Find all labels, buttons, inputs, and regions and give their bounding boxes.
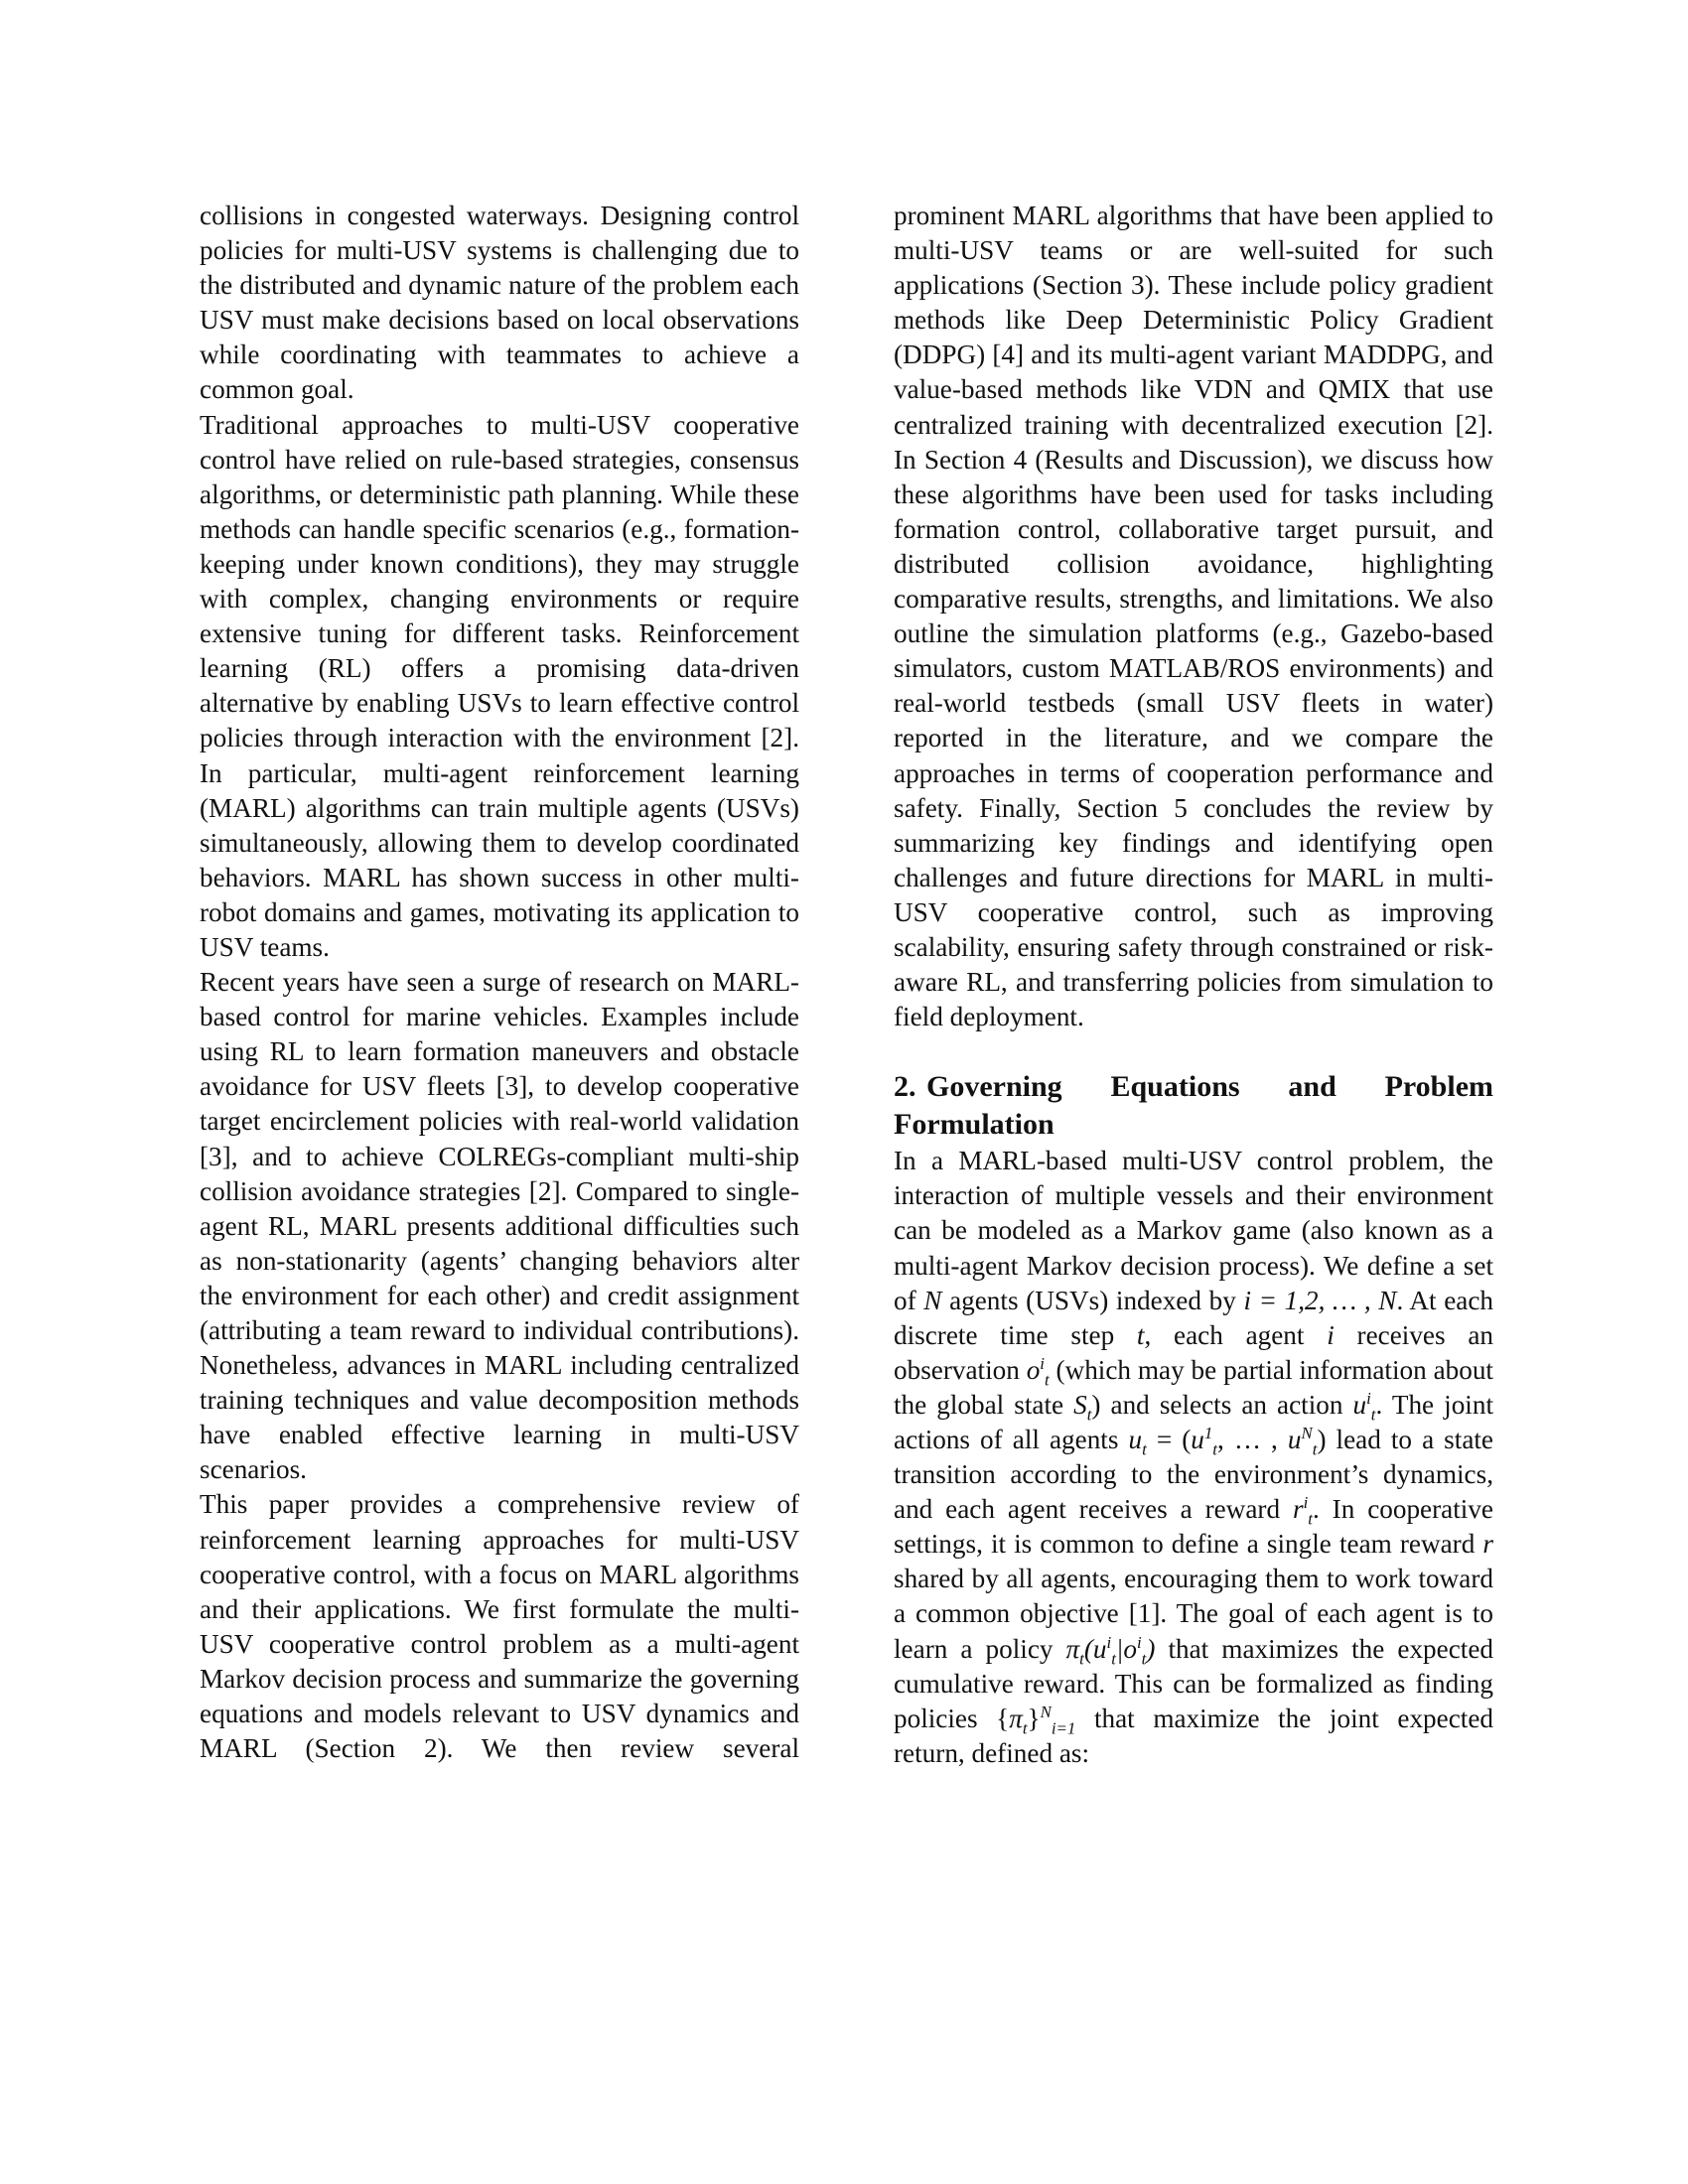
math-S: S bbox=[1073, 1389, 1087, 1420]
math-o: o bbox=[1026, 1354, 1041, 1385]
sub: i=1 bbox=[1051, 1718, 1076, 1738]
sub: t bbox=[1111, 1649, 1116, 1668]
math-r: r bbox=[1292, 1494, 1304, 1525]
sub: t bbox=[1370, 1405, 1376, 1425]
math-pi: π bbox=[1009, 1703, 1023, 1733]
math-policy-set bbox=[1009, 1703, 1028, 1738]
math-u: u bbox=[1128, 1425, 1143, 1454]
math-pi: π bbox=[1065, 1633, 1080, 1664]
sup: i bbox=[1040, 1353, 1045, 1373]
text: In a MARL-based multi-USV control problem, the interaction of multiple vessels and their environment can be modeled as a Markov game (also known as a multi-agent Markov decision process). We define a set of bbox=[894, 1146, 1493, 1315]
math-N: N bbox=[923, 1285, 942, 1315]
text: . The joint actions of all agents bbox=[894, 1389, 1493, 1454]
sup: i bbox=[1366, 1388, 1371, 1408]
math-action bbox=[1352, 1388, 1376, 1425]
text: that maximizes the expected cumulative reward. This can be formalized as finding policies { bbox=[894, 1633, 1494, 1733]
math-u: u bbox=[1352, 1389, 1367, 1420]
sub: t bbox=[1086, 1405, 1092, 1425]
paragraph-prominent-marl: prominent MARL algorithms that have been applied to multi-USV teams or are well-suited for such applications (Section 3). These include policy gradient methods like Deep Deterministic Policy Gradient (DDPG) [4] and its multi-agent variant MADDPG, and value-based methods like VDN and QMIX that use centralized training with decentralized execution [2]. In Section 4 (Results and Discussion), we discuss how these algorithms have been used for tasks including formation control, collaborative target pursuit, and distributed collision avoidance, highlighting comparative results, strengths, and limitations. We also outline the simulation platforms (e.g., Gazebo-based simulators, custom MATLAB/ROS environments) and real-world testbeds (small USV fleets in water) reported in the literature, and we compare the approaches in terms of cooperation performance and safety. Finally, Section 5 concludes the review by summarizing key findings and identifying open challenges and future directions for MARL in multi-USV cooperative control, such as improving scalability, ensuring safety through constrained or risk-aware RL, and transferring policies from simulation to field deployment. bbox=[894, 201, 1493, 1032]
paragraph-recent-years: Recent years have seen a surge of research on MARL-based control for marine vehicles. Examples include using RL to learn formation maneuvers and obstacle avoidance for USV fleets [3], to develop cooperative target encirclement policies with real-world validation [3], and to achieve COLREGs-compliant multi-ship collision avoidance strategies [2]. Compared to single-agent RL, MARL presents additional difficulties such as non-stationarity (agents’ changing behaviors alter the environment for each other) and credit assignment (attributing a team reward to individual contributions). Nonetheless, advances in MARL including centralized training techniques and value decomposition methods have enabled effective learning in multi-USV scenarios. bbox=[200, 967, 799, 1485]
math-u1 bbox=[1191, 1423, 1217, 1459]
math-state bbox=[1073, 1389, 1092, 1425]
math-team-reward: r bbox=[1482, 1529, 1493, 1560]
math-uN bbox=[1287, 1423, 1318, 1459]
sub: t bbox=[1044, 1370, 1050, 1390]
sub: t bbox=[1142, 1439, 1147, 1459]
sub: t bbox=[1079, 1649, 1084, 1668]
math-i: i bbox=[1327, 1319, 1335, 1350]
text: = ( bbox=[1146, 1425, 1192, 1454]
text: . In cooperative settings, it is common to define a single team reward bbox=[894, 1494, 1494, 1560]
math-t: t bbox=[1136, 1319, 1145, 1350]
paragraph-collisions: collisions in congested waterways. Designing control policies for multi-USV systems is challenging due to the distributed and dynamic nature of the problem each USV must make decisions based on local observations while coordinating with teammates to achieve a common goal. bbox=[200, 201, 799, 405]
math-reward bbox=[1292, 1493, 1313, 1529]
paragraph-traditional-approaches: Traditional approaches to multi-USV cooperative control have relied on rule-based strategies, consensus algorithms, or deterministic path planning. While these methods can handle specific scenarios (e.g., formation-keeping under known conditions), they may struggle with complex, changing environments or require extensive tuning for different tasks. Reinforcement learning (RL) offers a promising data-driven alternative by enabling USVs to learn effective control policies through interaction with the environment [2]. In particular, multi-agent reinforcement learning (MARL) algorithms can train multiple agents (USVs) simultaneously, allowing them to develop coordinated behaviors. MARL has shown success in other multi-robot domains and games, motivating its application to USV teams. bbox=[200, 409, 799, 962]
sub: t bbox=[1312, 1439, 1318, 1459]
text: agents (USVs) indexed by bbox=[941, 1285, 1244, 1315]
math-u: u bbox=[1092, 1633, 1107, 1664]
math-u: u bbox=[1287, 1425, 1302, 1454]
sub: t bbox=[1141, 1649, 1147, 1668]
text: (which may be partial information about the global state bbox=[894, 1354, 1493, 1420]
section-number: 2. bbox=[894, 1070, 916, 1104]
sup: N bbox=[1040, 1702, 1052, 1721]
math-observation bbox=[1026, 1353, 1050, 1390]
paragraph-marl-formulation bbox=[894, 1144, 1493, 1771]
math-policy-set-bounds bbox=[1040, 1702, 1076, 1738]
text: ) and selects an action bbox=[1091, 1389, 1353, 1420]
sup: i bbox=[1106, 1632, 1112, 1652]
section-heading bbox=[894, 1068, 1493, 1144]
sub: t bbox=[1022, 1718, 1028, 1738]
math-joint-action bbox=[1128, 1425, 1147, 1459]
text: shared by all agents, encouraging them to work toward a common objective [1]. The goal of each agent is to learn a policy bbox=[894, 1564, 1493, 1664]
sup: i bbox=[1136, 1632, 1142, 1652]
left-column bbox=[200, 199, 799, 1766]
text: , … , bbox=[1216, 1425, 1288, 1454]
section-title: Governing Equations and Problem Formulation bbox=[894, 1070, 1493, 1142]
sup: N bbox=[1301, 1423, 1313, 1442]
text: , each agent bbox=[1144, 1319, 1328, 1350]
math-index: i = 1,2, … , N bbox=[1243, 1285, 1397, 1315]
sub: t bbox=[1212, 1439, 1217, 1459]
math-u: u bbox=[1191, 1425, 1204, 1454]
sup: 1 bbox=[1203, 1423, 1213, 1442]
sub: t bbox=[1308, 1509, 1313, 1529]
text: . At each discrete time step bbox=[894, 1285, 1493, 1350]
math-policy: $\pi_t(u^i_t|o^i_t)$ bbox=[1065, 1632, 1156, 1668]
text: } bbox=[1027, 1703, 1041, 1733]
text: that maximize the joint expected return, defined as: bbox=[894, 1703, 1493, 1768]
text: ) lead to a state transition according to the environment’s dynamics, and each agent receives a reward bbox=[894, 1425, 1494, 1525]
text: receives an observation bbox=[894, 1319, 1493, 1385]
sup: i bbox=[1303, 1493, 1309, 1513]
right-column bbox=[894, 199, 1493, 1771]
math-o: o bbox=[1123, 1633, 1137, 1664]
paragraph-this-paper: This paper provides a comprehensive review of reinforcement learning approaches for multi-USV cooperative control, with a focus on MARL algorithms and their applications. We first formulate the multi-USV cooperative control problem as a multi-agent Markov decision process and summarize the governing equations and models relevant to USV dynamics and MARL (Section 2). We then review several bbox=[200, 1489, 799, 1764]
